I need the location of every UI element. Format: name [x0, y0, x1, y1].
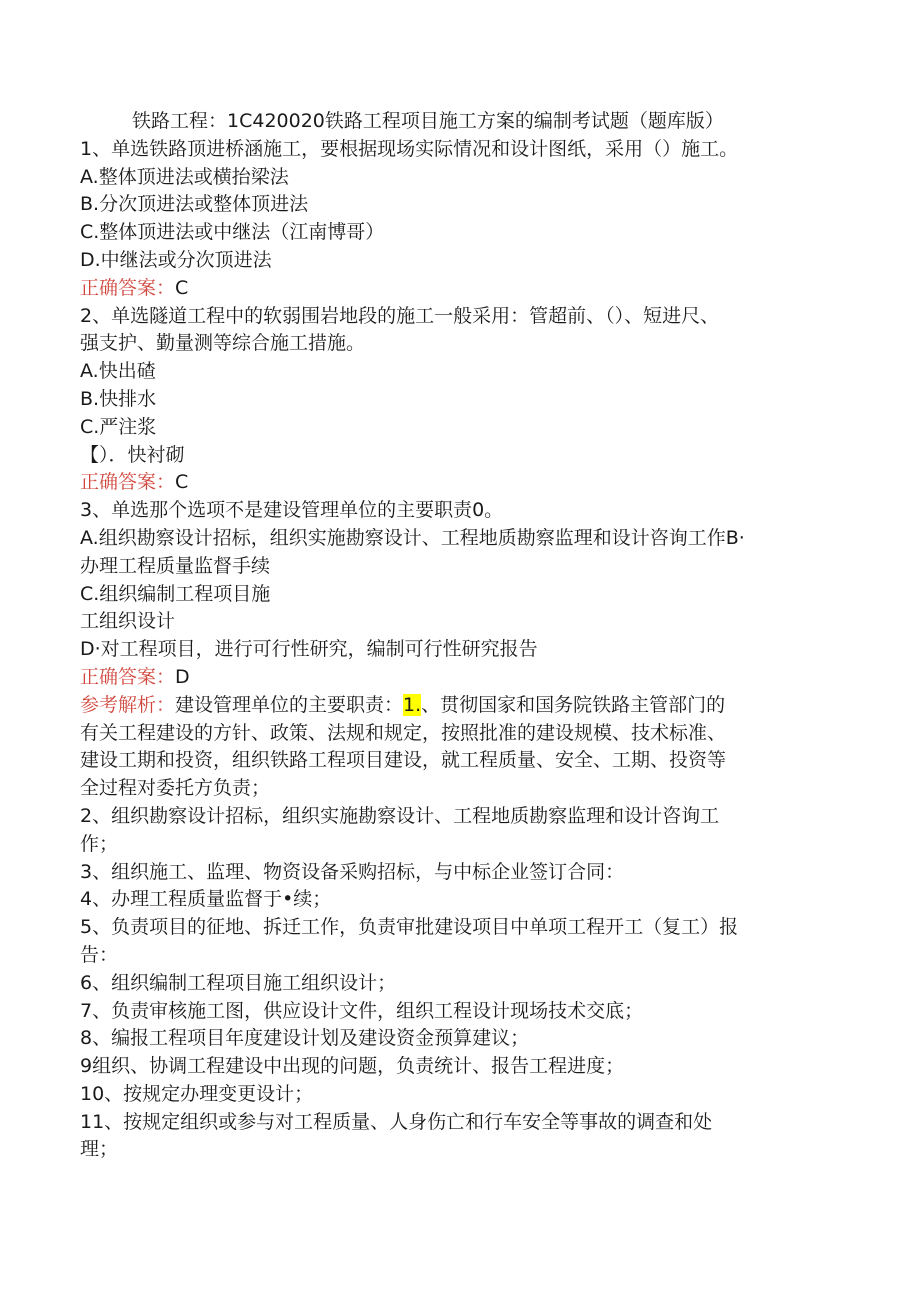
- analysis-item-5-line-1: 5、负责项目的征地、拆迁工作，负责审批建设项目中单项工程开工（复工）报: [80, 916, 739, 939]
- question-2-answer: [80, 469, 840, 497]
- question-2-option-a: A.快出碴: [80, 360, 156, 383]
- analysis-item-11-line-1: 11、按规定组织或参与对工程质量、人身伤亡和行车安全等事故的调查和处: [80, 1110, 713, 1133]
- document-content: [80, 108, 840, 1164]
- question-3: [80, 497, 840, 1164]
- analysis-item-9: 9组织、协调工程建设中出现的问题，负责统计、报告工程进度；: [80, 1055, 625, 1078]
- question-3-answer: [80, 664, 840, 692]
- answer-label: 正确答案：: [80, 276, 176, 299]
- question-2-option-d: 【）．快衬砌: [80, 443, 185, 466]
- analysis-item-2-line-2: 作；: [80, 832, 119, 855]
- analysis-item-1-text: 、贯彻国家和国务院铁路主管部门的: [421, 693, 726, 716]
- question-1-stem: 1、单选铁路顶进桥涵施工，要根据现场实际情况和设计图纸，采用（）施工。: [80, 137, 739, 160]
- question-2-option-b: B.快排水: [80, 387, 157, 410]
- question-2: [80, 303, 840, 498]
- analysis-item-8: 8、编报工程项目年度建设计划及建设资金预算建议；: [80, 1027, 530, 1050]
- analysis-line-2: 有关工程建设的方针、政策、法规和规定，按照批准的建设规模、技术标准、: [80, 721, 727, 744]
- answer-value: C: [175, 276, 189, 299]
- analysis-label: 参考解析：: [80, 693, 176, 716]
- analysis-line-3: 建设工期和投资，组织铁路工程项目建设，就工程质量、安全、工期、投资等: [80, 749, 727, 772]
- question-3-option-c-line-2: 工组织设计: [80, 610, 176, 633]
- analysis-item-6: 6、组织编制工程项目施工组织设计；: [80, 971, 397, 994]
- question-2-stem-line-2: 强支护、勤量测等综合施工措施。: [80, 332, 366, 355]
- analysis-item-2-line-1: 2、组织勘察设计招标，组织实施勘察设计、工程地质勘察监理和设计咨询工: [80, 804, 720, 827]
- question-3-option-d: D·对工程项目，进行可行性研究，编制可行性研究报告: [80, 638, 538, 661]
- analysis-line-1: [80, 692, 840, 720]
- analysis-item-10: 10、按规定办理变更设计；: [80, 1082, 314, 1105]
- question-1-option-c: C.整体顶进法或中继法（江南博哥）: [80, 221, 385, 244]
- analysis-line-4: 全过程对委托方负责；: [80, 777, 271, 800]
- question-3-option-c-line-1: C.组织编制工程项目施: [80, 582, 271, 605]
- question-3-option-a-line-1: A.组织勘察设计招标，组织实施勘察设计、工程地质勘察监理和设计咨询工作B·: [80, 526, 745, 549]
- answer-label: 正确答案：: [80, 665, 176, 688]
- answer-label: 正确答案：: [80, 471, 176, 494]
- question-1-option-d: D.中继法或分次顶进法: [80, 248, 272, 271]
- question-3-stem: 3、单选那个选项不是建设管理单位的主要职责0。: [80, 499, 504, 522]
- answer-value: D: [175, 665, 190, 688]
- analysis-item-5-line-2: 告：: [80, 943, 119, 966]
- analysis-highlight-number: 1.: [403, 693, 422, 716]
- question-1: [80, 136, 840, 303]
- question-2-stem-line-1: 2、单选隧道工程中的软弱围岩地段的施工一般采用：管超前、（）、短进尺、: [80, 304, 720, 327]
- analysis: [80, 692, 840, 1165]
- question-1-option-b: B.分次顶进法或整体顶进法: [80, 193, 309, 216]
- analysis-item-7: 7、负责审核施工图，供应设计文件，组织工程设计现场技术交底；: [80, 999, 644, 1022]
- question-1-option-a: A.整体顶进法或横抬梁法: [80, 165, 289, 188]
- question-2-option-c: C.严注浆: [80, 415, 157, 438]
- answer-value: C: [175, 471, 189, 494]
- question-1-answer: [80, 275, 840, 303]
- question-3-option-a-line-2: 办理工程质量监督手续: [80, 554, 271, 577]
- analysis-item-4: 4、办理工程质量监督于•续；: [80, 888, 332, 911]
- analysis-item-3: 3、组织施工、监理、物资设备采购招标，与中标企业签订合同：: [80, 860, 625, 883]
- document-title: 铁路工程：1C420020铁路工程项目施工方案的编制考试题（题库版）: [132, 110, 724, 132]
- analysis-intro: 建设管理单位的主要职责：: [175, 693, 404, 716]
- analysis-item-11-line-2: 理；: [80, 1138, 119, 1161]
